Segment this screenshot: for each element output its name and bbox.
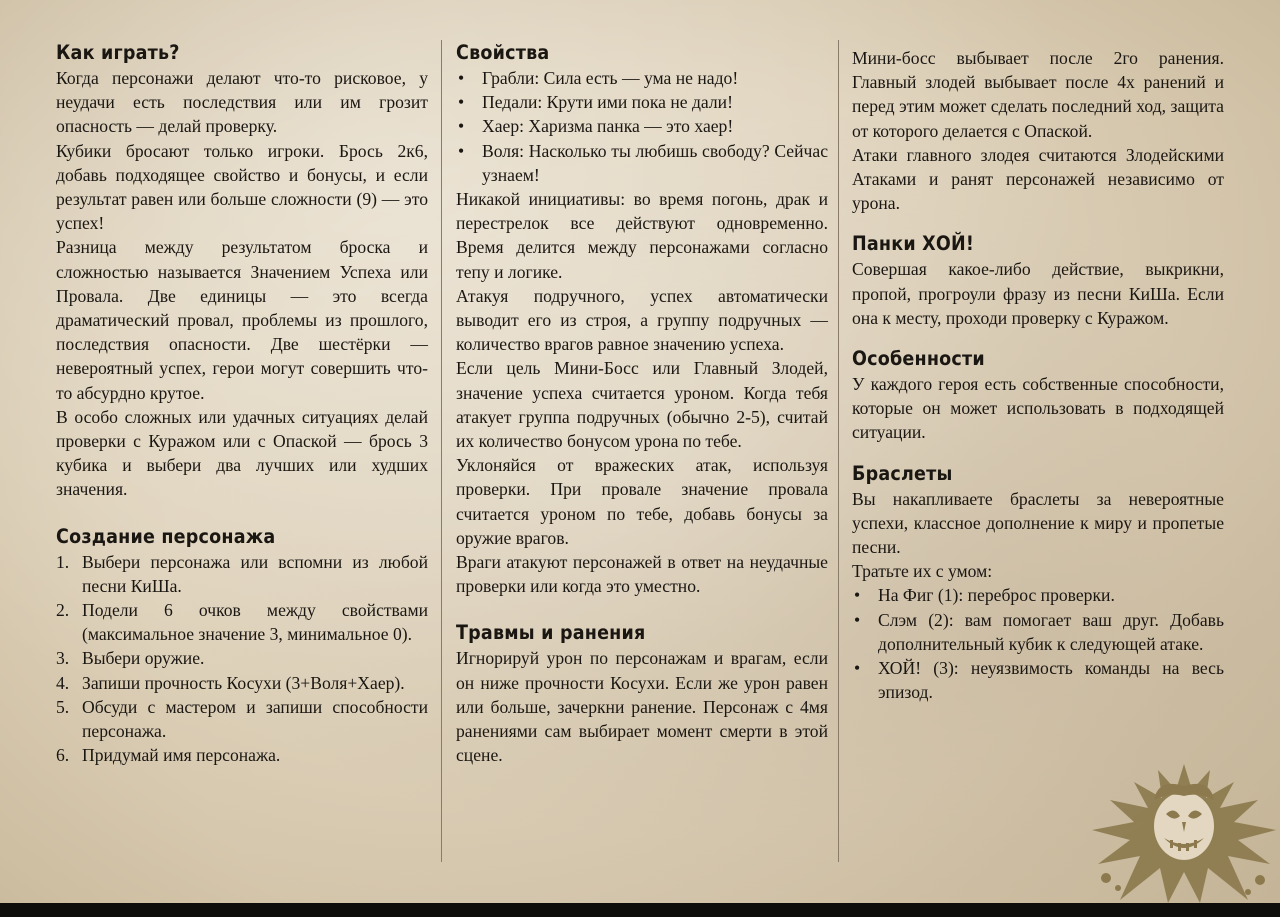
paragraph: Разница между результатом броска и сложностью называется Значением Успеха или Провала. Две единицы — это всегда драматический провал, проблемы из прошлого, последствия опасности. Две шестёрки — невероятный успех, герои могут совершить что-то абсурдно крутое.	[56, 237, 428, 403]
paragraph: Совершая какое-либо действие, выкрикни, пропой, прогроули фразу из песни КиШа. Если она к месту, проходи проверку с Куражом.	[852, 259, 1224, 328]
list-item: 1. Выбери персонажа или вспомни из любой песни КиШа.	[56, 551, 428, 596]
column-divider	[838, 40, 839, 862]
paragraph: Никакой инициативы: во время погонь, драк и перестрелок все действуют одновременно. Время делится между персонажами согласно тепу и логике.	[456, 189, 828, 282]
bottom-bar	[0, 903, 1280, 917]
column-1	[56, 40, 428, 767]
list-item: 3. Выбери оружие.	[56, 648, 205, 669]
list-item: 5. Обсуди с мастером и запиши способности персонажа.	[56, 696, 428, 742]
paragraph: Кубики бросают только игроки. Брось 2к6, добавь подходящее свойство и бонусы, и если результат равен или больше сложности (9) — это успех!	[56, 140, 428, 234]
list-item: 4. Запиши прочность Косухи (3+Воля+Хаер).	[56, 672, 405, 693]
list-item: • Слэм (2): вам помогает ваш друг. Добавь дополнительный кубик к следующей атаке.	[854, 609, 1224, 654]
how-to-play-heading: Как играть?	[56, 41, 180, 64]
paragraph: Мини-босс выбывает после 2го ранения. Главный злодей выбывает после 4х ранений и перед этим может сделать последний ход, защита от которого делается с Опаской.	[852, 48, 1224, 141]
bracelets-list	[852, 583, 1224, 704]
paragraph: Вы накапливаете браслеты за невероятные успехи, классное дополнение к миру и пропетые песни.	[852, 488, 1224, 558]
paragraph: В особо сложных или удачных ситуациях делай проверки с Куражом или с Опаской — брось 3 кубика и выбери два лучших или худших значения.	[56, 406, 428, 500]
paragraph: Когда персонажи делают что-то рисковое, у неудачи есть последствия или им грозит опасность — делай проверку.	[56, 68, 428, 137]
character-creation-steps	[56, 550, 428, 768]
column-3	[852, 46, 1224, 704]
properties-list	[456, 66, 828, 187]
column-divider	[441, 40, 442, 862]
paragraph: Тратьте их с умом:	[852, 561, 993, 582]
character-creation-heading: Создание персонажа	[56, 524, 276, 548]
list-item: • На Фиг (1): переброс проверки.	[854, 585, 1115, 606]
list-item: • Грабли: Сила есть — ума не надо!	[458, 68, 739, 88]
paragraph: Уклоняйся от вражеских атак, используя проверки. При провале значение провала считается уроном по тебе, добавь бонусы за оружие врагов.	[456, 455, 828, 548]
bracelets-heading: Браслеты	[852, 461, 953, 485]
paragraph: У каждого героя есть собственные способности, которые он может использовать в подходящей ситуации.	[852, 374, 1224, 443]
list-item: • Воля: Насколько ты любишь свободу? Сейчас узнаем!	[458, 140, 828, 185]
paragraph: Враги атакуют персонажей в ответ на неудачные проверки или когда это уместно.	[456, 552, 828, 597]
properties-heading: Свойства	[456, 41, 550, 64]
list-item: • Педали: Крути ими пока не дали!	[458, 92, 733, 113]
list-item: 2. Подели 6 очков между свойствами (максимальное значение 3, минимальное 0).	[56, 600, 428, 645]
list-item: • Хаер: Харизма панка — это хаер!	[458, 116, 734, 137]
list-item: 6. Придумай имя персонажа.	[56, 745, 281, 766]
list-item: • ХОЙ! (3): неуязвимость команды на весь эпизод.	[854, 658, 1224, 703]
paragraph: Атаки главного злодея считаются Злодейскими Атаками и ранят персонажей независимо от урона.	[852, 144, 1224, 214]
features-heading: Особенности	[852, 347, 985, 371]
paragraph: Атакуя подручного, успех автоматически выводит его из строя, а группу подручных — количество врагов равное значению успеха.	[456, 285, 828, 355]
punks-hoy-heading: Панки ХОЙ!	[852, 232, 975, 256]
column-2	[456, 40, 828, 767]
paragraph: Если цель Мини-Босс или Главный Злодей, значение успеха считается уроном. Когда тебя атакует группа подручных (обычно 2-5), считай их количество бонусом урона по тебе.	[456, 358, 828, 452]
injuries-heading: Травмы и ранения	[456, 621, 646, 645]
jester-skull-emblem-icon	[1088, 760, 1280, 903]
paragraph: Игнорируй урон по персонажам и врагам, если он ниже прочности Косухи. Если же урон равен или больше, зачеркни ранение. Персонаж с 4мя ранениями сам выбирает момент смерти в этой сцене.	[456, 648, 828, 766]
